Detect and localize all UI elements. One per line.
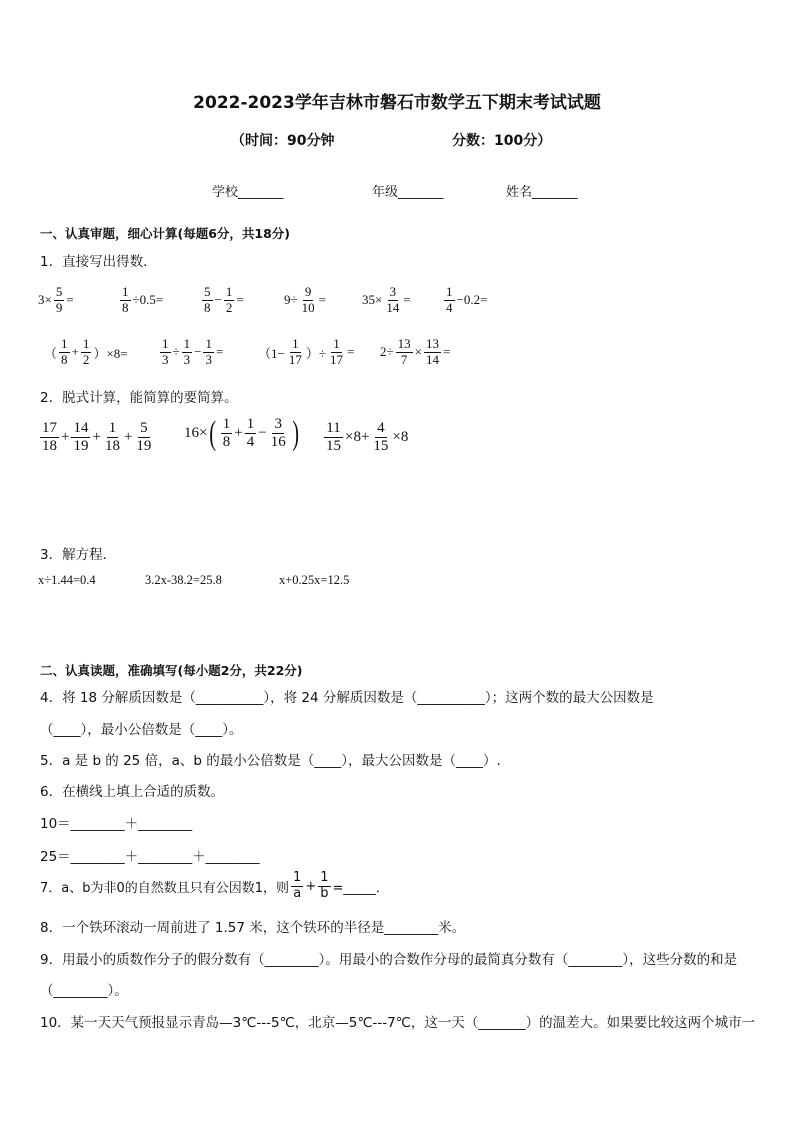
calc-9: （1− $\frac{1}{17}$ ）÷ $\frac{1}{17}$ = bbox=[258, 336, 355, 367]
question-4-line-2: （____），最小公倍数是（____）。 bbox=[40, 722, 243, 738]
section-1-title: 一、认真审题，细心计算(每题6分，共18分) bbox=[40, 226, 291, 241]
page-title: 2022-2023学年吉林市磐石市数学五下期末考试试题 bbox=[193, 93, 601, 113]
calc-1: 3× $\frac{5}{9}$ = bbox=[38, 284, 74, 315]
question-5: 5．a 是 b 的 25 倍，a、b 的最小公倍数是（____），最大公因数是（____）. bbox=[40, 753, 501, 769]
exam-score: 分数：100分） bbox=[452, 133, 552, 149]
equation-3: x+0.25x=12.5 bbox=[279, 573, 350, 587]
equation-2: 3.2x-38.2=25.8 bbox=[145, 573, 222, 587]
exam-time: （时间：90分钟 bbox=[231, 133, 335, 149]
step-calc-3: $\frac{11}{15}$ ×8+ $\frac{4}{15}$ ×8 bbox=[326, 420, 409, 455]
question-7: 7．a、b为非0的自然数且只有公因数1，则 $\frac{1}{a}$ + $\frac{1}{b}$ =_____． bbox=[40, 870, 389, 901]
question-8: 8．一个铁环滚动一周前进了 1.57 米，这个铁环的半径是________米。 bbox=[40, 920, 466, 936]
calc-4: 9÷ $\frac{9}{10}$ = bbox=[284, 284, 326, 315]
calc-2: $\frac{1}{8}$ ÷0.5= bbox=[122, 284, 164, 315]
question-7-text: 7．a、b为非0的自然数且只有公因数1，则 bbox=[40, 880, 290, 896]
equation-1: x÷1.44=0.4 bbox=[38, 573, 96, 587]
question-10: 10．某一天天气预报显示青岛—3℃---5℃，北京—5℃---7℃，这一天（_______）的温差大。如果要比较这两个城市一 bbox=[40, 1015, 756, 1031]
calc-6: $\frac{1}{4}$ −0.2= bbox=[446, 284, 488, 315]
calc-10: 2÷ $\frac{13}{7}$ × $\frac{13}{14}$ = bbox=[380, 336, 451, 367]
question-7-answer: =_____． bbox=[332, 880, 389, 896]
question-6-blank-2: 25＝________＋________＋________ bbox=[40, 849, 260, 865]
question-4-line-1: 4．将 18 分解质因数是（__________），将 24 分解质因数是（__________）；这两个数的最大公因数是 bbox=[40, 690, 654, 706]
question-9-line-2: （________）。 bbox=[40, 983, 128, 999]
question-6: 6．在横线上填上合适的质数。 bbox=[40, 784, 225, 800]
section-2-title: 二、认真读题，准确填写(每小题2分，共22分) bbox=[40, 663, 303, 678]
name-field: 姓名_______ bbox=[506, 185, 578, 200]
step-calc-2: 16× ( $\frac{1}{8}$ + $\frac{1}{4}$ − $\frac{3}{16}$ ) bbox=[184, 414, 299, 452]
question-3: 3．解方程． bbox=[40, 547, 117, 563]
calc-3: $\frac{5}{8}$ − $\frac{1}{2}$ = bbox=[204, 284, 244, 315]
question-9-line-1: 9．用最小的质数作分子的假分数有（________）。用最小的合数作分母的最简真分数有（________），这些分数的和是 bbox=[40, 952, 738, 968]
calc-7: （ $\frac{1}{8}$ + $\frac{1}{2}$ ）×8= bbox=[44, 336, 128, 367]
step-calc-1: $\frac{17}{18}$ + $\frac{14}{19}$ + $\frac{1}{18}$ + $\frac{5}{19}$ bbox=[42, 420, 152, 455]
question-2: 2．脱式计算，能简算的要简算。 bbox=[40, 390, 238, 406]
question-1: 1．直接写出得数． bbox=[40, 254, 157, 270]
grade-field: 年级_______ bbox=[372, 185, 444, 200]
calc-8: $\frac{1}{3}$ ÷ $\frac{1}{3}$ − $\frac{1}{3}$ = bbox=[162, 336, 224, 367]
question-6-blank-1: 10＝________＋________ bbox=[40, 816, 193, 832]
calc-5: 35× $\frac{3}{14}$ = bbox=[362, 284, 411, 315]
school-field: 学校_______ bbox=[212, 185, 284, 200]
